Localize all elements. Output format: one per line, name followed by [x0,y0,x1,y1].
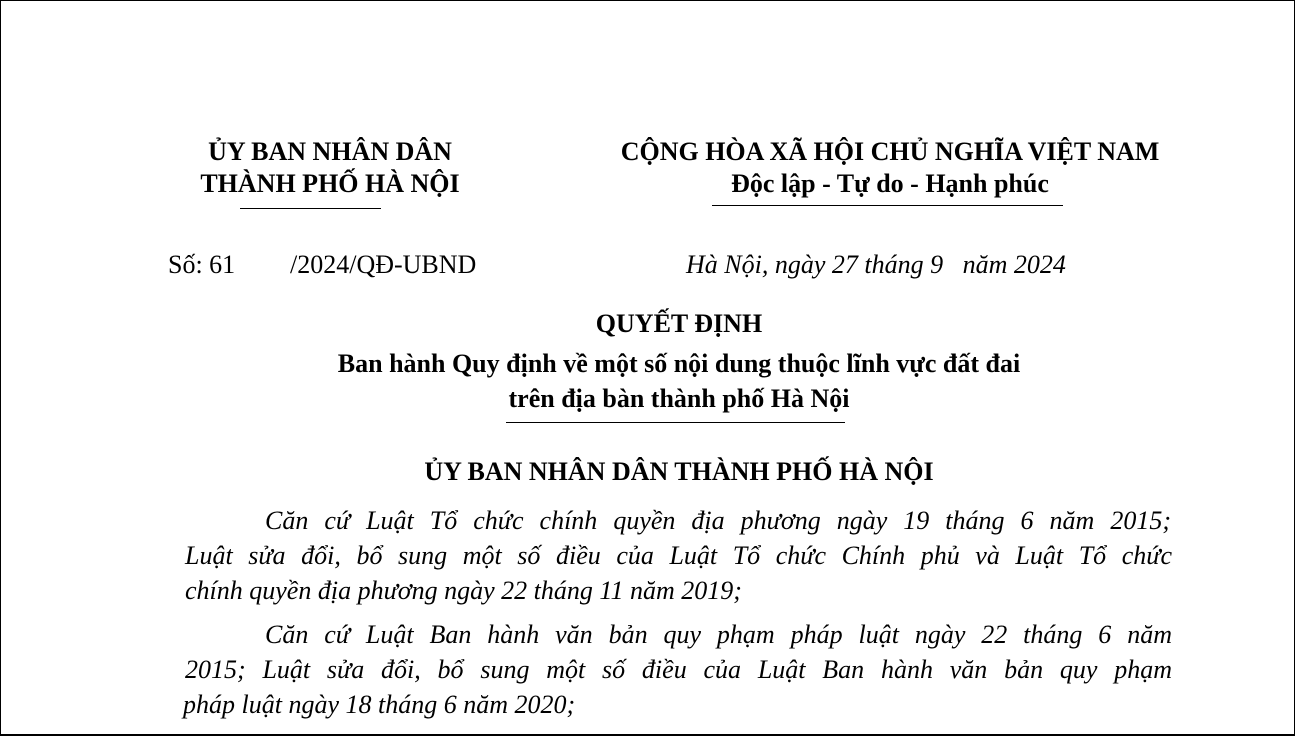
issuer-line-1: ỦY BAN NHÂN DÂN [208,137,452,166]
paragraph-1-line-3: chính quyền địa phương ngày 22 tháng 11 năm 2019; [185,576,742,605]
national-title: CỘNG HÒA XÃ HỘI CHỦ NGHĨA VIỆT NAM [620,137,1160,166]
issuer-underline [240,208,381,209]
title-underline [506,422,845,423]
issuer-line-2: THÀNH PHỐ HÀ NỘI [200,169,460,198]
motto-underline [712,205,1063,206]
paragraph-2-line-1: Căn cứ Luật Ban hành văn bản quy phạm pháp luật ngày 22 tháng 6 năm [265,620,1172,649]
document-number-prefix: Số: 61 [168,250,236,279]
issuing-authority: ỦY BAN NHÂN DÂN THÀNH PHỐ HÀ NỘI [424,457,934,486]
document-title: QUYẾT ĐỊNH [595,309,763,338]
place-date: Hà Nội, ngày 27 tháng 9 năm 2024 [686,250,1066,279]
paragraph-1-line-1: Căn cứ Luật Tổ chức chính quyền địa phương ngày 19 tháng 6 năm 2015; [265,506,1171,535]
paragraph-2-line-2: 2015; Luật sửa đổi, bổ sung một số điều của Luật Ban hành văn bản quy phạm [185,655,1172,684]
paragraph-1-line-2: Luật sửa đổi, bổ sung một số điều của Luật Tổ chức Chính phủ và Luật Tổ chức [185,541,1172,570]
national-motto: Độc lập - Tự do - Hạnh phúc [731,169,1049,198]
document-number-suffix: /2024/QĐ-UBND [290,250,477,279]
subtitle-line-1: Ban hành Quy định về một số nội dung thuộc lĩnh vực đất đai [337,349,1021,378]
paragraph-2-line-3: pháp luật ngày 18 tháng 6 năm 2020; [183,690,576,719]
subtitle-line-2: trên địa bàn thành phố Hà Nội [508,384,850,413]
